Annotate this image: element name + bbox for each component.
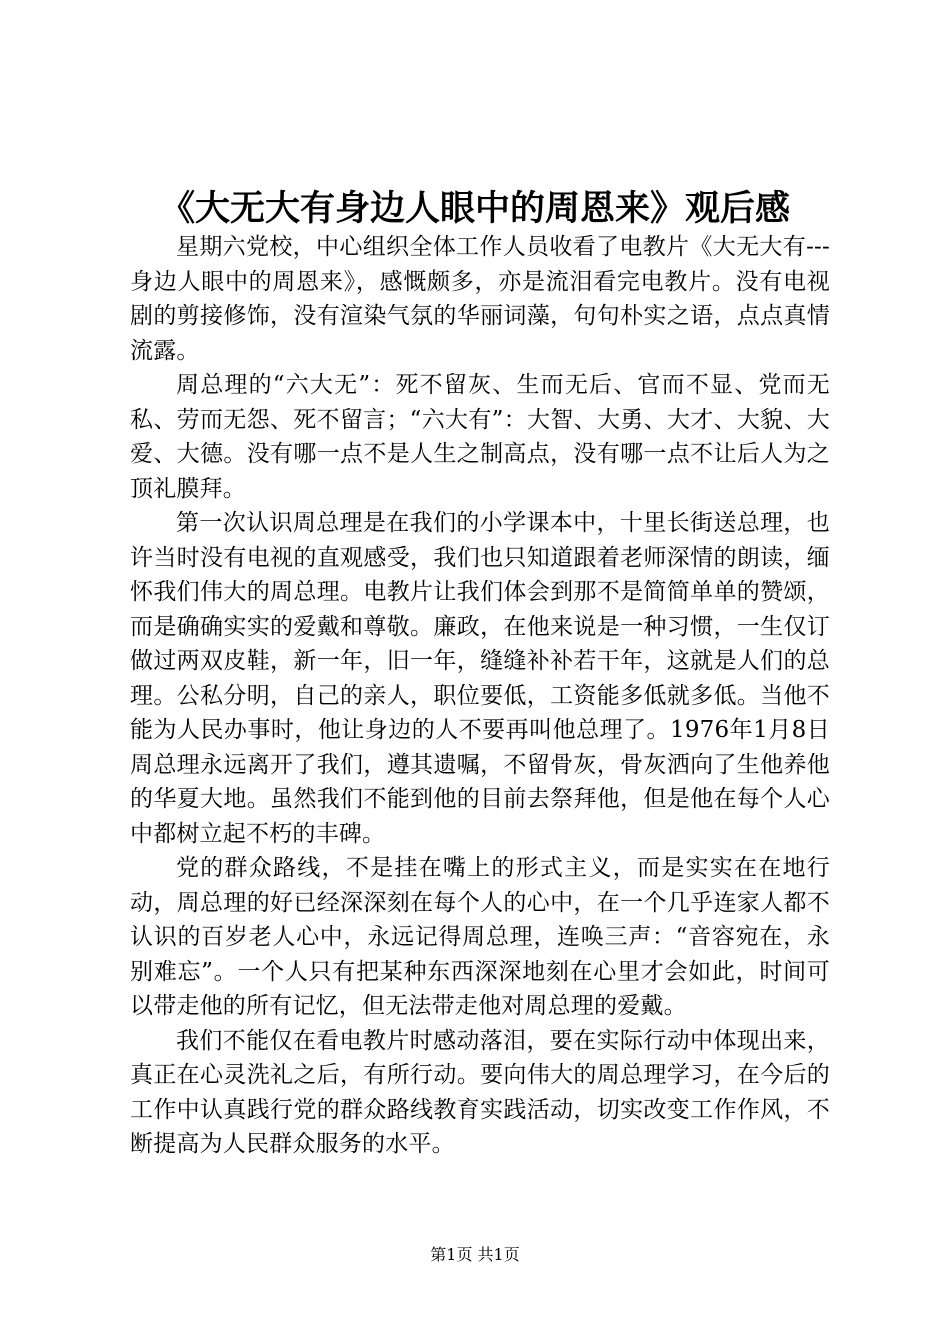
- document-body: [130, 230, 830, 1162]
- paragraph-3: 第一次认识周总理是在我们的小学课本中，十里长街送总理，也许当时没有电视的直观感受，我们也只知道跟着老师深情的朗读，缅怀我们伟大的周总理。电教片让我们体会到那不是简简单单的赞颂，而是确确实实的爱戴和尊敬。廉政，在他来说是一种习惯，一生仅订做过两双皮鞋，新一年，旧一年，缝缝补补若干年，这就是人们的总理。公私分明，自己的亲人，职位要低，工资能多低就多低。当他不能为人民办事时，他让身边的人不要再叫他总理了。1976年1月8日周总理永远离开了我们，遵其遗嘱，不留骨灰，骨灰洒向了生他养他的华夏大地。虽然我们不能到他的目前去祭拜他，但是他在每个人心中都树立起不朽的丰碑。: [130, 510, 830, 847]
- page-footer: 第1页 共1页: [430, 1245, 520, 1264]
- paragraph-4: 党的群众路线，不是挂在嘴上的形式主义，而是实实在在地行动，周总理的好已经深深刻在每个人的心中，在一个几乎连家人都不认识的百岁老人心中，永远记得周总理，连唤三声：“音容宛在，永别难忘”。一个人只有把某种东西深深地刻在心里才会如此，时间可以带走他的所有记忆，但无法带走他对周总理的爱戴。: [130, 855, 830, 1019]
- paragraph-2: 周总理的“六大无”：死不留灰、生而无后、官而不显、党而无私、劳而无怨、死不留言；“六大有”：大智、大勇、大才、大貌、大爱、大德。没有哪一点不是人生之制高点，没有哪一点不让后人为之顶礼膜拜。: [130, 372, 830, 502]
- paragraph-5: 我们不能仅在看电教片时感动落泪，要在实际行动中体现出来，真正在心灵洗礼之后，有所行动。要向伟大的周总理学习，在今后的工作中认真践行党的群众路线教育实践活动，切实改变工作作风，不断提高为人民群众服务的水平。: [130, 1027, 830, 1157]
- paragraph-1: 星期六党校，中心组织全体工作人员收看了电教片《大无大有---身边人眼中的周恩来》，感慨颇多，亦是流泪看完电教片。没有电视剧的剪接修饰，没有渲染气氛的华丽词藻，句句朴实之语，点点真情流露。: [130, 234, 830, 364]
- document-title: 《大无大有身边人眼中的周恩来》观后感: [159, 188, 790, 229]
